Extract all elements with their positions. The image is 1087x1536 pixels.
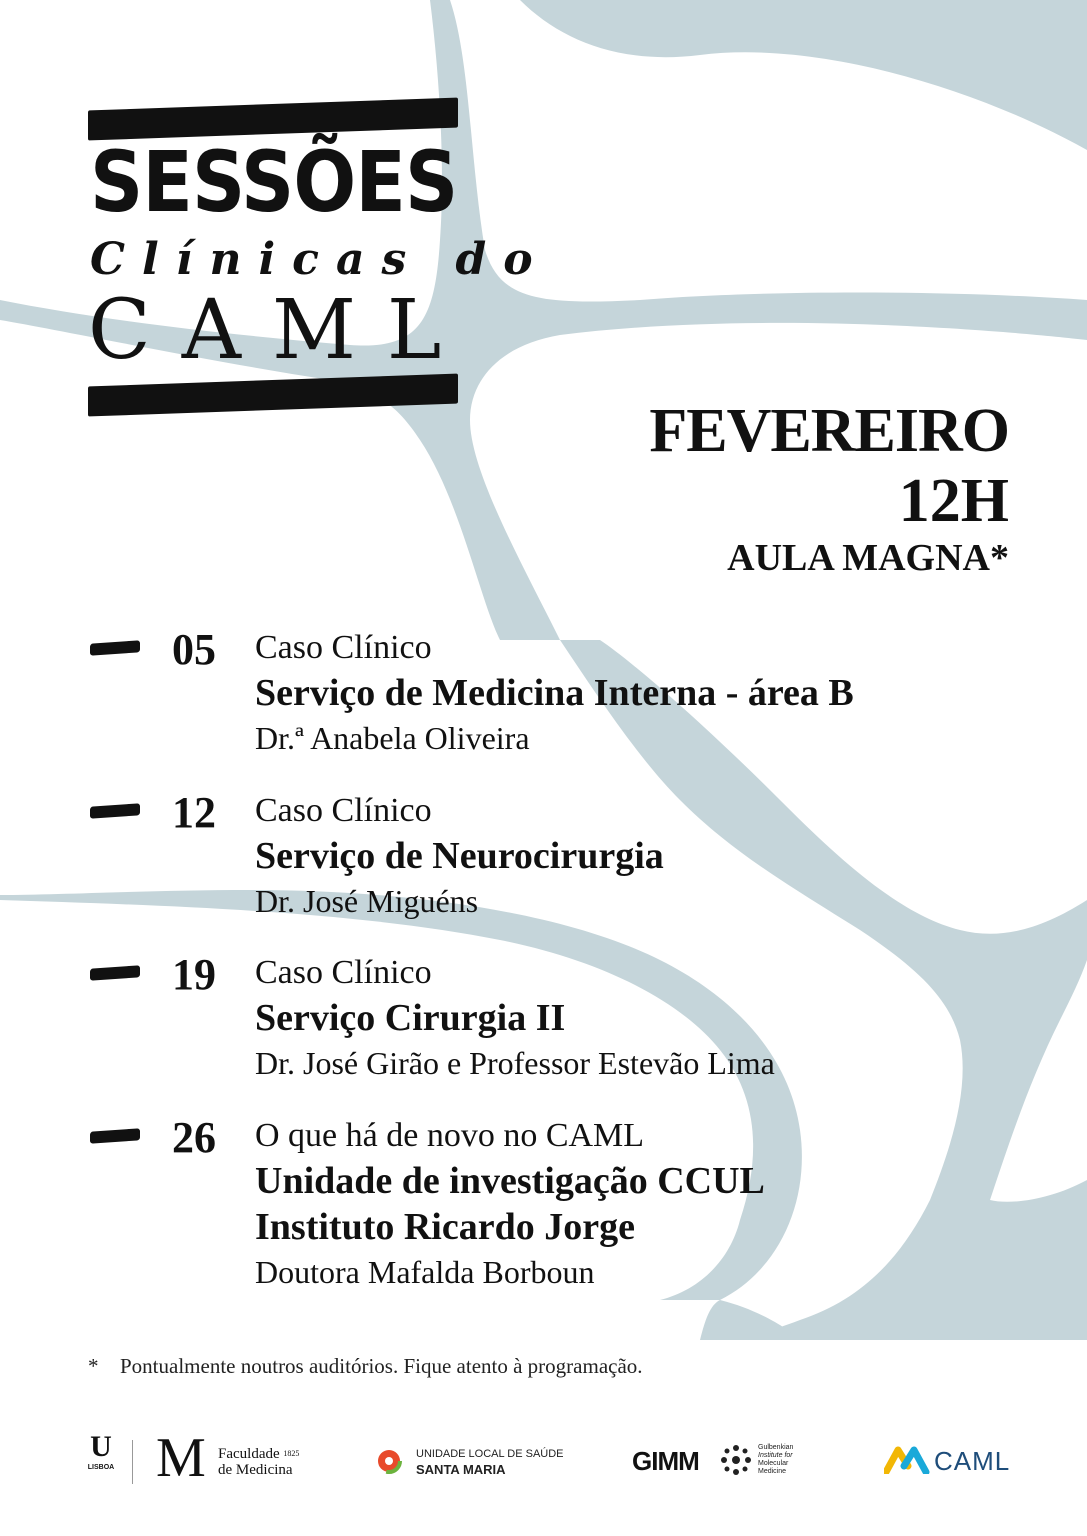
title-caml: CAML <box>88 283 473 378</box>
session-speaker: Dr.ª Anabela Oliveira <box>255 720 530 756</box>
title-clinicas: Clínicas do <box>90 234 550 285</box>
session-title: Serviço de Medicina Interna - área B <box>255 672 854 714</box>
session-day: 26 <box>172 1113 216 1162</box>
caml-mark: CAML <box>934 1446 1011 1476</box>
session-speaker: Doutora Mafalda Borboun <box>255 1254 595 1290</box>
event-time: 12H <box>898 467 1009 535</box>
gimm-logo <box>632 1432 802 1492</box>
fmul-year: 1825 <box>283 1449 300 1458</box>
gimm-line3: Molecular <box>758 1460 789 1467</box>
ulisboa-logo <box>86 1432 116 1492</box>
caml-mark-icon <box>884 1446 930 1474</box>
session-type: Caso Clínico <box>255 792 432 829</box>
event-month: FEVEREIRO <box>649 397 1009 465</box>
session-title: Unidade de investigação CCUL <box>255 1160 765 1202</box>
session-day: 05 <box>172 625 216 674</box>
gimm-dots-icon <box>718 1442 754 1478</box>
title-sessoes: SESSÕES <box>90 133 458 231</box>
fmul-line2: de Medicina <box>218 1462 293 1478</box>
session-title: Serviço de Neurocirurgia <box>255 835 664 877</box>
session-speaker: Dr. José Girão e Professor Estevão Lima <box>255 1045 775 1081</box>
ulisboa-letter: U <box>90 1430 112 1463</box>
event-venue: AULA MAGNA* <box>727 537 1009 579</box>
session-type: O que há de novo no CAML <box>255 1117 645 1154</box>
ulssm-line2: SANTA MARIA <box>416 1462 506 1477</box>
ulssm-mark-icon <box>376 1448 402 1474</box>
ulssm-line1: UNIDADE LOCAL DE SAÚDE <box>416 1448 564 1460</box>
session-day: 19 <box>172 950 216 999</box>
footnote <box>88 1354 643 1379</box>
session-day: 12 <box>172 788 216 837</box>
gimm-line1: Gulbenkian <box>758 1444 794 1451</box>
logo-divider <box>132 1440 133 1484</box>
gimm-mark: GIMM <box>632 1446 699 1476</box>
session-title: Instituto Ricardo Jorge <box>255 1206 635 1248</box>
gimm-line2: Institute for <box>758 1452 793 1459</box>
footnote-text: Pontualmente noutros auditórios. Fique atento à programação. <box>120 1354 643 1378</box>
session-type: Caso Clínico <box>255 629 432 666</box>
fmul-logo <box>156 1427 316 1492</box>
gimm-line4: Medicine <box>758 1468 787 1475</box>
fmul-line1: Faculdade <box>218 1446 280 1462</box>
footnote-marker: * <box>88 1354 99 1378</box>
caml-logo <box>884 1432 1011 1492</box>
session-title: Serviço Cirurgia II <box>255 997 566 1039</box>
fmul-letter: M <box>156 1427 206 1489</box>
session-speaker: Dr. José Miguéns <box>255 883 479 919</box>
session-type: Caso Clínico <box>255 954 432 991</box>
ulisboa-text: LISBOA <box>87 1464 115 1471</box>
ulssm-logo <box>376 1432 564 1492</box>
